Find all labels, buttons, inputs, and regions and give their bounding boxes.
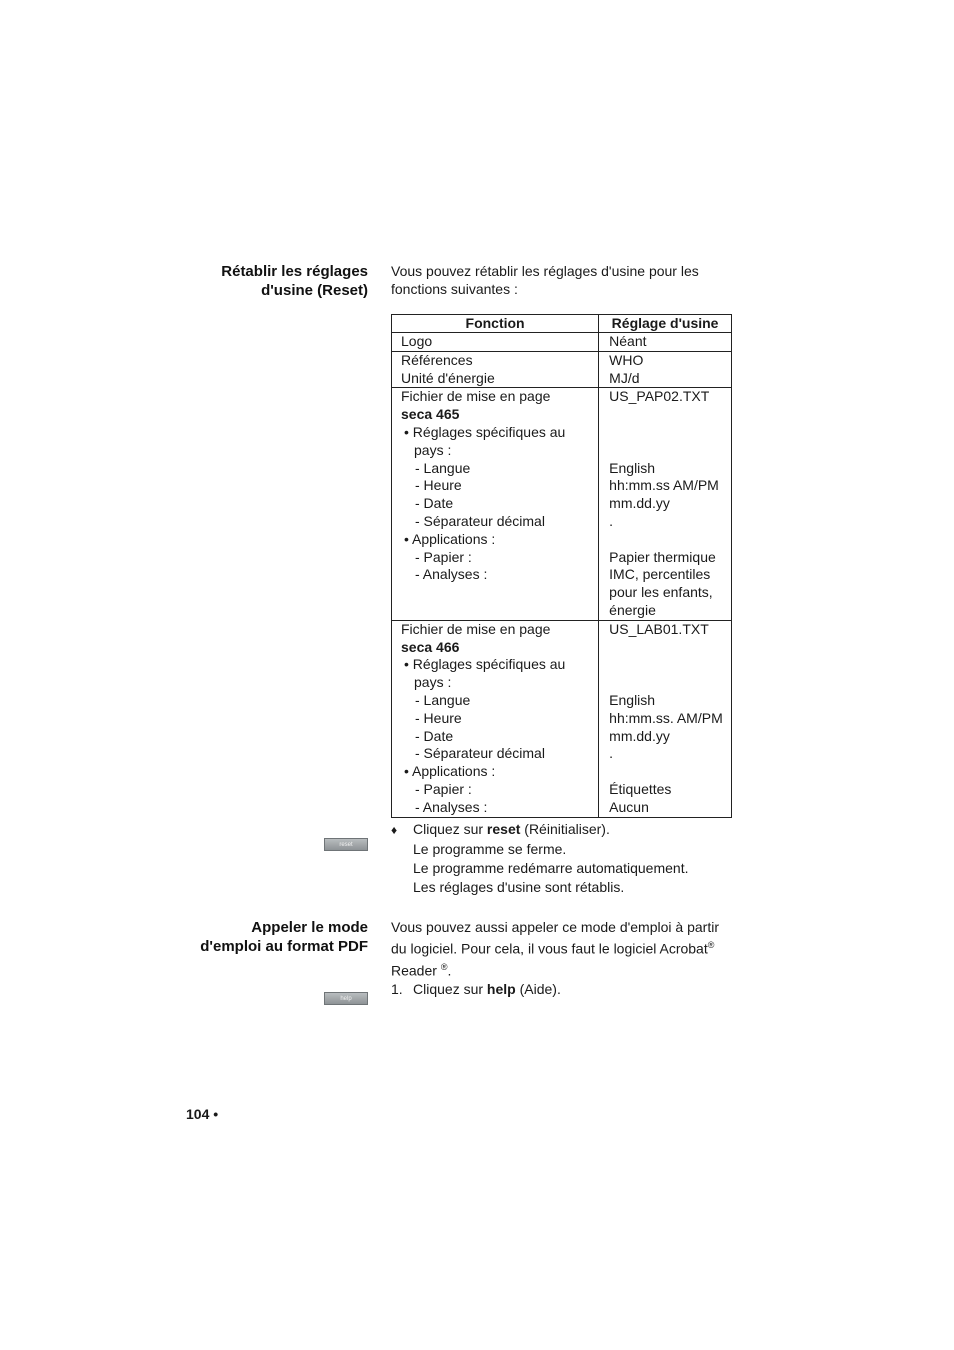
step-text: (Aide).: [515, 981, 561, 998]
analyses-value: Aucun: [609, 798, 649, 815]
intro-text: .: [447, 962, 452, 979]
decimal-separator-label: - Séparateur décimal: [415, 745, 545, 762]
intro-line: Vous pouvez aussi appeler ce mode d'emploi à partir: [391, 919, 719, 935]
paper-value: Papier thermique: [609, 548, 716, 565]
time-value: hh:mm.ss. AM/PM: [609, 709, 723, 726]
decimal-separator-label: - Séparateur décimal: [415, 512, 545, 529]
cell-label: [392, 351, 599, 388]
intro-line: [391, 958, 719, 980]
paper-value: Étiquettes: [609, 780, 672, 797]
table-row: [392, 333, 732, 352]
table-row-seca466: [392, 620, 732, 817]
table-row-seca465: [392, 388, 732, 620]
applications-label: • Applications :: [404, 763, 496, 780]
step-keyword: reset: [486, 821, 521, 837]
step-text: Cliquez sur: [413, 981, 487, 998]
date-value: mm.dd.yy: [609, 495, 670, 512]
header-function: Fonction: [392, 315, 599, 333]
country-settings-label: • Réglages spécifiques au: [404, 423, 566, 440]
layout-file-label: Fichier de mise en page: [401, 388, 551, 405]
model-name: seca 466: [401, 638, 460, 655]
heading-line: Appeler le mode: [251, 919, 368, 936]
time-value: hh:mm.ss AM/PM: [609, 477, 719, 494]
label-energy-unit: Unité d'énergie: [401, 369, 495, 386]
time-label: - Heure: [415, 709, 462, 726]
step-number: 1.: [391, 981, 403, 998]
country-settings-label-cont: pays :: [414, 441, 452, 458]
result-line: Les réglages d'usine sont rétablis.: [413, 879, 625, 895]
analyses-value: IMC, percentiles: [609, 566, 711, 583]
intro-text: Reader: [391, 962, 441, 979]
layout-file-value: US_LAB01.TXT: [609, 620, 709, 637]
label-references: Références: [401, 351, 473, 368]
step-keyword: help: [486, 981, 516, 998]
layout-file-label: Fichier de mise en page: [401, 620, 551, 637]
time-label: - Heure: [415, 477, 462, 494]
registered-mark: ®: [440, 961, 448, 972]
step-line: [391, 980, 719, 998]
date-value: mm.dd.yy: [609, 727, 670, 744]
date-label: - Date: [415, 495, 454, 512]
section-heading-reset: [68, 262, 368, 300]
step-text: Cliquez sur: [413, 821, 487, 837]
reset-intro: [391, 262, 699, 298]
table-header-row: [392, 315, 732, 333]
pdf-intro: [391, 918, 719, 998]
intro-line: fonctions suivantes :: [391, 281, 518, 297]
analyses-label: - Analyses :: [415, 798, 488, 815]
cell-label: [392, 388, 599, 620]
value-references: WHO: [609, 351, 644, 368]
step-line: [391, 820, 688, 840]
reset-instructions: [391, 820, 688, 897]
layout-file-value: US_PAP02.TXT: [609, 388, 710, 405]
paper-label: - Papier :: [415, 548, 472, 565]
header-default: Réglage d'usine: [599, 315, 732, 333]
language-value: English: [609, 691, 656, 708]
intro-line: Vous pouvez rétablir les réglages d'usine pour les: [391, 263, 699, 279]
country-settings-label-cont: pays :: [414, 674, 452, 691]
model-name: seca 465: [401, 406, 460, 423]
language-value: English: [609, 459, 656, 476]
section-heading-pdf: [68, 918, 368, 956]
page-number: 104 •: [186, 1106, 219, 1122]
cell-label: Logo: [392, 333, 599, 352]
heading-line: Rétablir les réglages: [221, 263, 368, 280]
registered-mark: ®: [707, 940, 715, 950]
table-row: [392, 351, 732, 388]
value-energy-unit: MJ/d: [609, 369, 640, 386]
diamond-bullet-icon: ♦: [391, 823, 398, 837]
analyses-value-cont: énergie: [609, 601, 656, 618]
intro-line: [391, 936, 719, 958]
paper-label: - Papier :: [415, 780, 472, 797]
heading-line: d'usine (Reset): [261, 282, 368, 299]
step-text: (Réinitialiser).: [520, 821, 610, 837]
date-label: - Date: [415, 727, 454, 744]
cell-value: [599, 620, 732, 817]
applications-label: • Applications :: [404, 530, 496, 547]
decimal-separator-value: .: [609, 512, 614, 529]
language-label: - Langue: [415, 459, 471, 476]
cell-label: [392, 620, 599, 817]
factory-settings-table: [391, 314, 732, 818]
decimal-separator-value: .: [609, 745, 614, 762]
analyses-label: - Analyses :: [415, 566, 488, 583]
cell-value: Néant: [599, 333, 732, 352]
analyses-value-cont: pour les enfants,: [609, 584, 713, 601]
intro-text: du logiciel. Pour cela, il vous faut le logiciel Acrobat: [391, 940, 708, 957]
cell-value: [599, 351, 732, 388]
help-button[interactable]: help: [324, 992, 368, 1005]
result-line: Le programme se ferme.: [413, 841, 567, 857]
result-line: Le programme redémarre automatiquement.: [413, 860, 689, 876]
reset-button[interactable]: reset: [324, 838, 368, 851]
country-settings-label: • Réglages spécifiques au: [404, 656, 566, 673]
cell-value: [599, 388, 732, 620]
heading-line: d'emploi au format PDF: [200, 938, 368, 955]
language-label: - Langue: [415, 691, 471, 708]
